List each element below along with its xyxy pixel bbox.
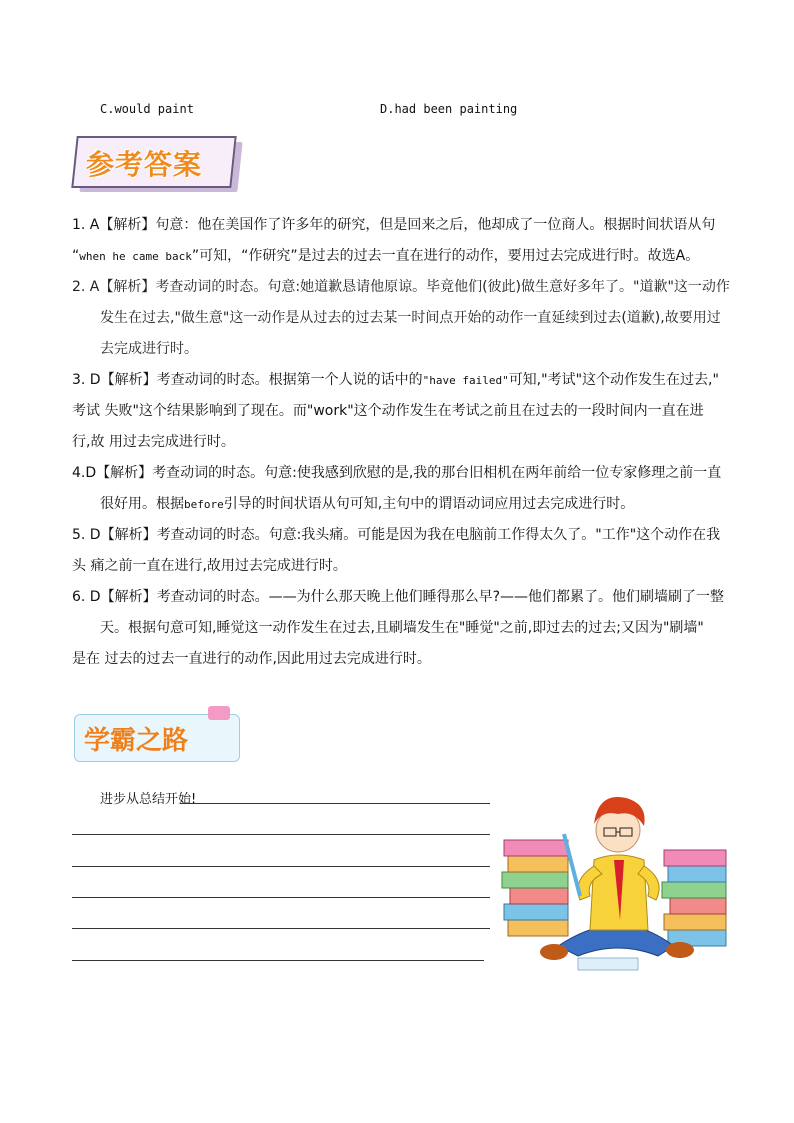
answer-3-line-2: 考试 失败"这个结果影响到了现在。而"work"这个动作发生在考试之前且在过去的一段时间内一直在进 (72, 403, 704, 419)
paper-clip-icon (208, 706, 230, 720)
summary-line-5 (72, 928, 490, 929)
answer-6-line-1: 6. D【解析】考查动词的时态。——为什么那天晚上他们睡得那么早?——他们都累了。他们刷墙刷了一整 (72, 589, 725, 605)
answers-banner-title: 参考答案 (86, 148, 203, 181)
answers-banner (72, 134, 244, 196)
summary-line-6 (72, 960, 484, 961)
study-banner-title: 学霸之路 (84, 726, 189, 756)
answer-5-line-2: 头 痛之前一直在进行,故用过去完成进行时。 (72, 558, 347, 574)
option-c: C.would paint (100, 102, 194, 116)
answer-3-line-1: 3. D【解析】考查动词的时态。根据第一个人说的话中的"have failed"可知,"考试"这个动作发生在过去," (72, 372, 719, 388)
answer-2-line-1: 2. A【解析】考查动词的时态。句意:她道歉恳请他原谅。毕竟他们(彼此)做生意好多年了。"道歉"这一动作 (72, 279, 730, 295)
student-reading-books-icon (498, 770, 734, 980)
summary-line-4 (72, 897, 490, 898)
option-d: D.had been painting (380, 102, 518, 116)
answer-1-line-1: 1. A【解析】句意：他在美国作了许多年的研究，但是回来之后，他却成了一位商人。根据时间状语从句 (72, 217, 716, 233)
answer-4-line-1: 4.D【解析】考查动词的时态。句意:使我感到欣慰的是,我的那台旧相机在两年前给一位专家修理之前一直 (72, 465, 722, 481)
answer-2-line-3: 去完成进行时。 (100, 341, 198, 357)
answer-6-line-2: 天。根据句意可知,睡觉这一动作发生在过去,且刷墙发生在"睡觉"之前,即过去的过去;又因为"刷墙" (100, 620, 704, 636)
answer-4-line-2: 很好用。根据before引导的时间状语从句可知,主句中的谓语动词应用过去完成进行时。 (100, 496, 635, 512)
summary-label: 进步从总结开始! (100, 792, 197, 807)
answer-6-line-3: 是在 过去的过去一直进行的动作,因此用过去完成进行时。 (72, 651, 431, 667)
summary-line-1 (180, 803, 490, 804)
summary-line-2 (72, 834, 490, 835)
options-row (100, 102, 740, 122)
summary-line-3 (72, 866, 490, 867)
answer-5-line-1: 5. D【解析】考查动词的时态。句意:我头痛。可能是因为我在电脑前工作得太久了。"工作"这个动作在我 (72, 527, 721, 543)
answer-3-line-3: 行,故 用过去完成进行时。 (72, 434, 235, 450)
answer-1-line-2: “when he came back”可知，“作研究”是过去的过去一直在进行的动作，要用过去完成进行时。故选A。 (72, 248, 700, 264)
study-banner (74, 706, 244, 762)
answer-2-line-2: 发生在过去,"做生意"这一动作是从过去的过去某一时间点开始的动作一直延续到过去(道歉),故要用过 (100, 310, 721, 326)
answer-explanations (72, 210, 732, 675)
